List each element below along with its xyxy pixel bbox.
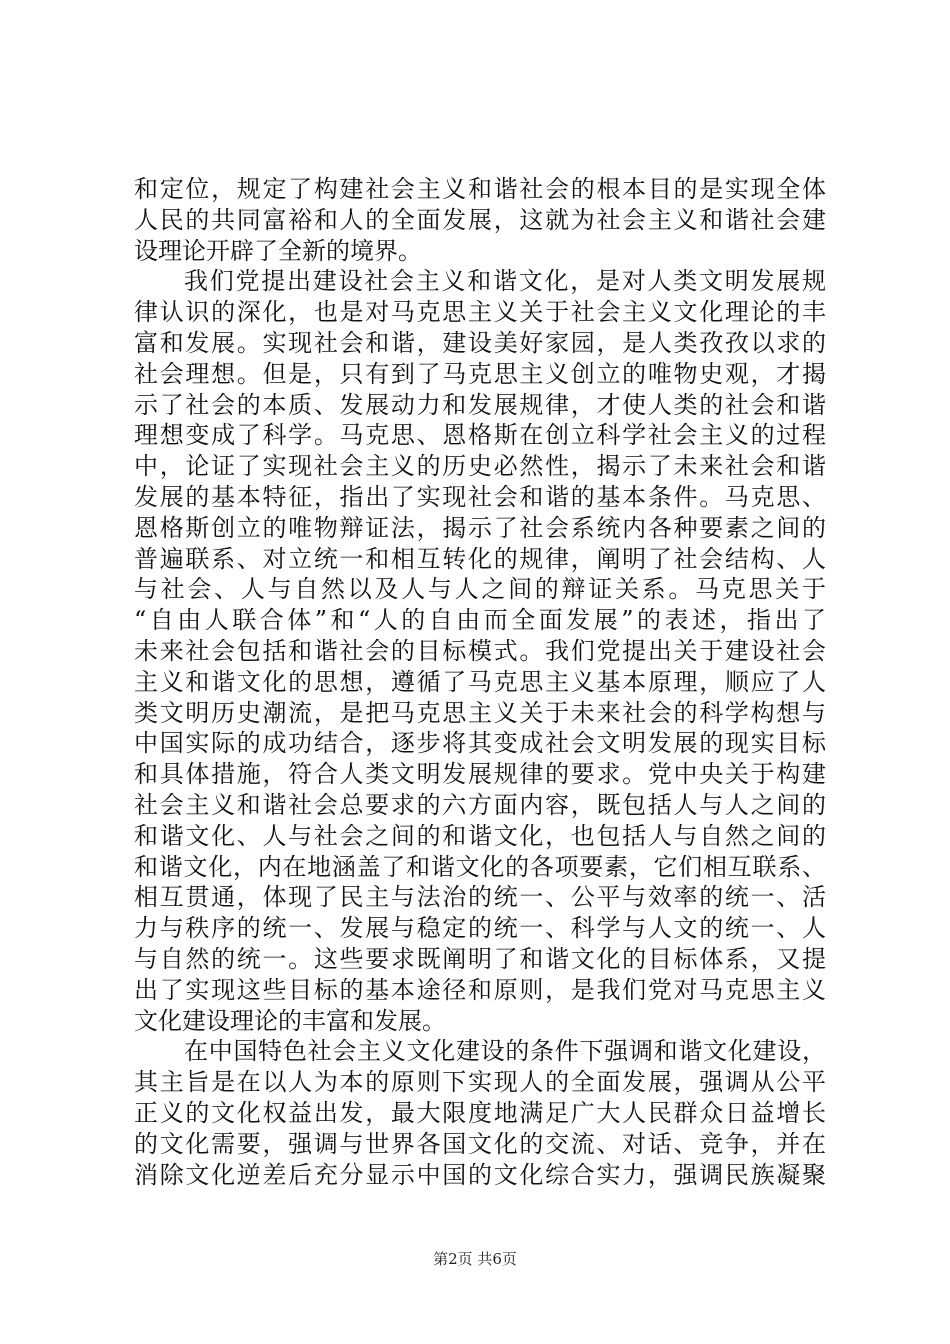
text-line: 发展的基本特征，指出了实现社会和谐的基本条件。马克思、 [134,482,826,511]
text-line: 律认识的深化，也是对马克思主义关于社会主义文化理论的丰 [134,298,826,327]
text-line: 社会理想。但是，只有到了马克思主义创立的唯物史观，才揭 [134,359,826,388]
text-line: 相互贯通，体现了民主与法治的统一、公平与效率的统一、活 [134,883,826,912]
text-line: 和具体措施，符合人类文明发展规律的要求。党中央关于构建 [134,760,826,789]
text-line: 力与秩序的统一、发展与稳定的统一、科学与人文的统一、人 [134,914,826,943]
text-line: 其主旨是在以人为本的原则下实现人的全面发展，强调从公平 [134,1068,826,1097]
text-line: 正义的文化权益出发，最大限度地满足广大人民群众日益增长 [134,1098,826,1127]
text-line: 在中国特色社会主义文化建设的条件下强调和谐文化建设， [184,1037,826,1066]
text-line: 和谐文化、人与社会之间的和谐文化，也包括人与自然之间的 [134,821,826,850]
document-body [134,174,826,1190]
text-line: 与社会、人与自然以及人与人之间的辩证关系。马克思关于 [134,575,826,604]
paragraph [134,1036,826,1190]
text-line: 文化建设理论的丰富和发展。 [134,1006,446,1035]
text-line: 和谐文化，内在地涵盖了和谐文化的各项要素，它们相互联系、 [134,852,826,881]
text-line: 示了社会的本质、发展动力和发展规律，才使人类的社会和谐 [134,390,826,419]
text-line: “自由人联合体”和“人的自由而全面发展”的表述，指出了 [134,606,826,635]
text-line: 设理论开辟了全新的境界。 [134,236,422,265]
text-line: 中，论证了实现社会主义的历史必然性，揭示了未来社会和谐 [134,452,826,481]
text-line: 我们党提出建设社会主义和谐文化，是对人类文明发展规 [184,267,826,296]
text-line: 主义和谐文化的思想，遵循了马克思主义基本原理，顺应了人 [134,667,826,696]
text-line: 人民的共同富裕和人的全面发展，这就为社会主义和谐社会建 [134,205,826,234]
text-line: 理想变成了科学。马克思、恩格斯在创立科学社会主义的过程 [134,421,826,450]
text-line: 消除文化逆差后充分显示中国的文化综合实力，强调民族凝聚 [134,1160,826,1189]
text-line: 和定位，规定了构建社会主义和谐社会的根本目的是实现全体 [134,175,826,203]
paragraph [134,266,826,1036]
page-footer: 第2页 共6页 [433,1250,517,1268]
text-line: 中国实际的成功结合，逐步将其变成社会文明发展的现实目标 [134,729,826,758]
paragraph [134,174,826,266]
text-line: 出了实现这些目标的基本途径和原则，是我们党对马克思主义 [134,975,826,1004]
text-line: 富和发展。实现社会和谐，建设美好家园，是人类孜孜以求的 [134,328,826,357]
text-line: 社会主义和谐社会总要求的六方面内容，既包括人与人之间的 [134,790,826,819]
text-line: 的文化需要，强调与世界各国文化的交流、对话、竞争，并在 [134,1129,826,1158]
text-line: 未来社会包括和谐社会的目标模式。我们党提出关于建设社会 [134,636,826,665]
text-line: 类文明历史潮流，是把马克思主义关于未来社会的科学构想与 [134,698,826,727]
text-line: 普遍联系、对立统一和相互转化的规律，阐明了社会结构、人 [134,544,826,573]
text-line: 恩格斯创立的唯物辩证法，揭示了社会系统内各种要素之间的 [134,513,826,542]
text-line: 与自然的统一。这些要求既阐明了和谐文化的目标体系，又提 [134,944,826,973]
